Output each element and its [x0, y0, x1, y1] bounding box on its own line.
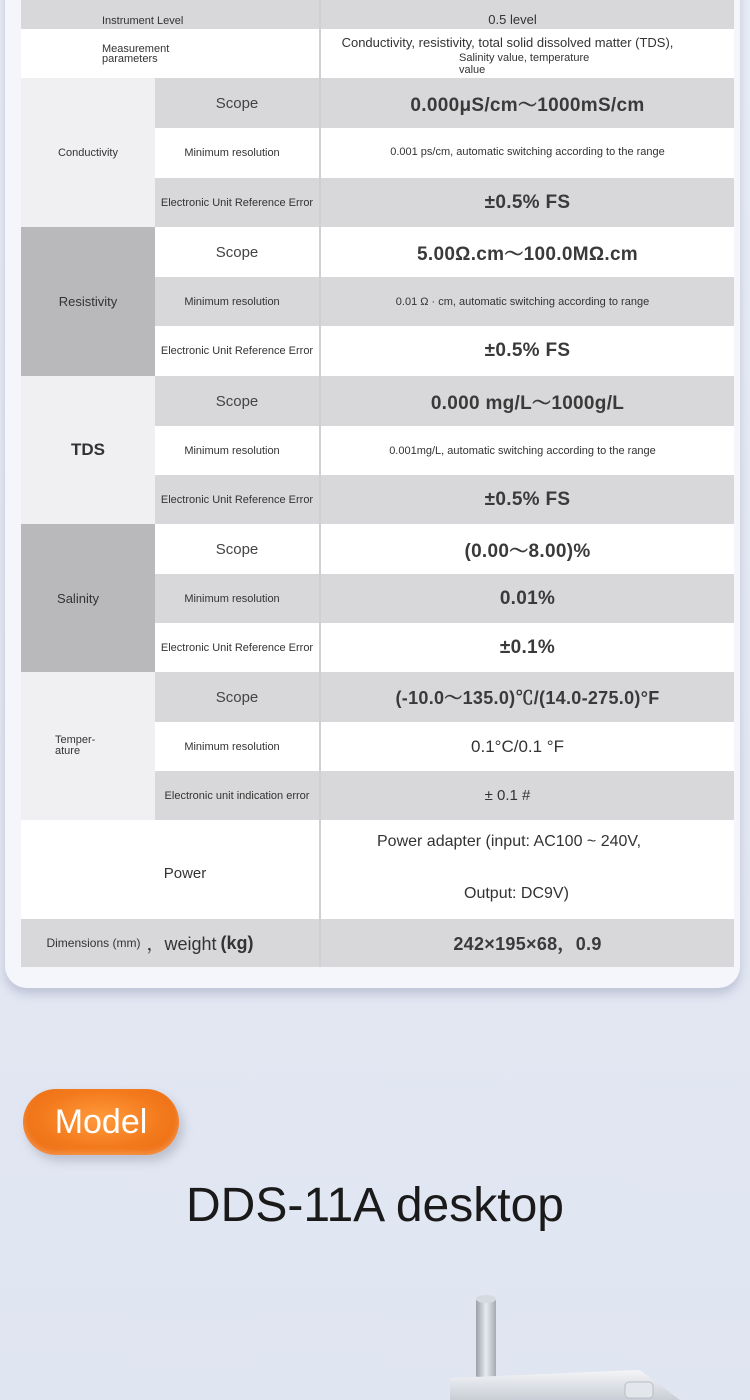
power-value-1: Power adapter (input: AC100 ~ 240V,	[377, 833, 642, 850]
measurement-parameters-row	[21, 29, 734, 78]
temperature-error-row	[21, 771, 734, 820]
temperature-scope-label: Scope	[215, 688, 259, 706]
tds-error-label: Electronic Unit Reference Error	[160, 493, 314, 506]
model-badge	[23, 1089, 179, 1155]
conductivity-group-label: Conductivity	[58, 146, 118, 159]
tds-resolution-row	[21, 426, 734, 475]
conductivity-scope-label: Scope	[215, 94, 259, 112]
power-value-2: Output: DC9V)	[464, 885, 569, 902]
model-badge-label: Model	[54, 1102, 148, 1141]
resistivity-error-row	[21, 326, 734, 376]
resistivity-scope-label: Scope	[215, 243, 259, 261]
salinity-scope-label: Scope	[215, 540, 259, 558]
tds-scope-row	[21, 376, 734, 426]
salinity-error-label: Electronic Unit Reference Error	[160, 641, 314, 654]
resistivity-resolution-row	[21, 277, 734, 326]
temperature-error-value: ± 0.1 #	[484, 787, 531, 804]
tds-scope-value: 0.000 mg/L～1000g/L	[430, 392, 625, 414]
tds-group-label: TDS	[71, 440, 105, 459]
tds-resolution-label: Minimum resolution	[184, 444, 280, 457]
measurement-parameters-label-1: Measurement	[102, 42, 170, 55]
measurement-parameters-value-2: Salinity value, temperature	[459, 52, 590, 64]
dimensions-label: Dimensions (mm)	[46, 936, 141, 950]
measurement-parameters-value-1: Conductivity, resistivity, total solid dissolved matter (TDS),	[341, 35, 674, 50]
tds-error-value: ±0.5% FS	[484, 488, 571, 510]
temperature-group-label-1: Temper-	[55, 734, 96, 746]
conductivity-scope-value: 0.000μS/cm～1000mS/cm	[410, 94, 645, 116]
conductivity-scope-row	[21, 78, 734, 128]
conductivity-error-value: ±0.5% FS	[484, 191, 571, 213]
column-divider	[319, 0, 321, 967]
resistivity-scope-value: 5.00Ω.cm～100.0MΩ.cm	[417, 243, 638, 265]
resistivity-scope-row	[21, 227, 734, 277]
salinity-scope-value: (0.00～8.00)%	[464, 540, 591, 562]
measurement-parameters-value-3: value	[459, 64, 486, 76]
dimensions-value: 242×195×68，0.9	[453, 934, 602, 954]
weight-label: ，weight	[146, 934, 217, 954]
measurement-parameters-label-2: parameters	[102, 52, 158, 65]
instrument-level-row	[21, 0, 734, 29]
temperature-resolution-label: Minimum resolution	[184, 740, 280, 753]
salinity-error-row	[21, 623, 734, 672]
tds-resolution-value: 0.001mg/L, automatic switching according to the range	[389, 444, 656, 457]
instrument-level-label: Instrument Level	[102, 15, 184, 27]
weight-unit-label: (kg)	[220, 932, 254, 953]
conductivity-resolution-value: 0.001 ps/cm, automatic switching according to the range	[390, 146, 665, 158]
dimensions-row	[21, 919, 734, 967]
tds-scope-label: Scope	[215, 392, 259, 410]
salinity-resolution-label: Minimum resolution	[184, 592, 280, 605]
salinity-error-value: ±0.1%	[499, 636, 556, 658]
temperature-group-label-2: ature	[55, 745, 81, 757]
temperature-scope-row	[21, 672, 734, 722]
temperature-resolution-value: 0.1°C/0.1 °F	[471, 736, 564, 756]
resistivity-resolution-value: 0.01 Ω · cm, automatic switching according to range	[395, 295, 650, 308]
instrument-level-value: 0.5 level	[488, 12, 537, 27]
product-image	[420, 1290, 720, 1400]
resistivity-resolution-label: Minimum resolution	[184, 295, 280, 308]
power-label: Power	[163, 865, 207, 882]
temperature-resolution-row	[21, 722, 734, 771]
resistivity-error-value: ±0.5% FS	[484, 340, 571, 361]
salinity-resolution-row	[21, 574, 734, 623]
tds-error-row	[21, 475, 734, 524]
salinity-group-label: Salinity	[57, 590, 99, 606]
conductivity-resolution-row	[21, 128, 734, 178]
model-title: DDS-11A desktop	[186, 1179, 564, 1232]
resistivity-group-label: Resistivity	[58, 294, 118, 309]
conductivity-resolution-label: Minimum resolution	[184, 147, 280, 159]
resistivity-error-label: Electronic Unit Reference Error	[160, 345, 314, 357]
conductivity-error-row	[21, 178, 734, 227]
power-row	[21, 820, 734, 919]
salinity-resolution-value: 0.01%	[499, 587, 556, 609]
temperature-scope-value: (-10.0～135.0)℃/(14.0-275.0)°F	[395, 688, 660, 708]
salinity-scope-row	[21, 524, 734, 574]
conductivity-error-label: Electronic Unit Reference Error	[160, 196, 314, 209]
temperature-error-label: Electronic unit indication error	[164, 789, 310, 802]
